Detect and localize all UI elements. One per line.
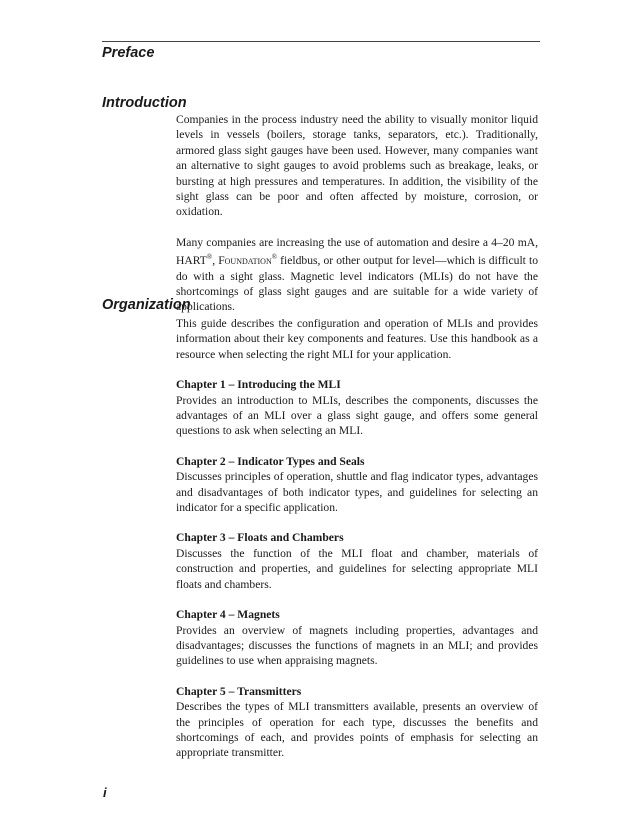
chapter-entry	[176, 377, 538, 439]
chapter-entry	[176, 607, 538, 669]
intro-paragraph-1: Companies in the process industry need the ability to visually monitor liquid levels in vessels (boilers, storage tanks, separators, etc.). Traditionally, armored glass sight gauges have been used. However, many companies want an alternative to sight gauges to avoid problems such as breakage, leaks, or bursting at high pressures and temperatures. In addition, the visibility of the sight glass can be poor and often affected by moisture, corrosion, or oxidation.	[176, 113, 538, 219]
section-heading-organization: Organization	[102, 297, 191, 313]
intro-paragraph-2	[176, 235, 538, 315]
chapter-title: Chapter 3 – Floats and Chambers	[176, 531, 344, 545]
chapter-description: Discusses the function of the MLI float and chamber, materials of construction and properties, and guidelines for selecting appropriate MLI floats and chambers.	[176, 546, 538, 591]
header-rule	[102, 41, 540, 42]
chapter-description: Provides an introduction to MLIs, describes the components, discusses the advantages of an MLI over a glass sight gauge, and offers some general questions to ask when selecting an MLI.	[176, 393, 538, 438]
chapter-entry	[176, 684, 538, 761]
chapter-description: Discusses principles of operation, shuttle and flag indicator types, advantages and disadvantages of both indicator types, and guidelines for selecting an indicator for a specific application.	[176, 470, 538, 515]
registered-mark: ®	[271, 253, 278, 262]
chapter-title: Chapter 2 – Indicator Types and Seals	[176, 454, 365, 468]
intro-p2-part2: ,	[212, 254, 219, 268]
chapter-description: Provides an overview of magnets including properties, advantages and disadvantages; discusses the functions of magnets in an MLI; and provides guidelines to use when appraising magnets.	[176, 623, 538, 668]
chapter-entry	[176, 454, 538, 516]
page-title: Preface	[102, 45, 155, 61]
chapter-entry	[176, 530, 538, 592]
section-heading-introduction: Introduction	[102, 95, 187, 111]
chapter-title: Chapter 4 – Magnets	[176, 608, 280, 622]
chapter-title: Chapter 1 – Introducing the MLI	[176, 378, 341, 392]
organization-intro: This guide describes the configuration and operation of MLIs and provides information about their key components and features. Use this handbook as a resource when selecting the right MLI for your application.	[176, 317, 538, 361]
introduction-body	[176, 112, 538, 315]
page-number: i	[103, 785, 107, 800]
chapter-description: Describes the types of MLI transmitters available, presents an overview of the principles of operation for each type, discusses the benefits and shortcomings of each, and provides points of emphasis for selecting an appropriate transmitter.	[176, 700, 538, 760]
registered-mark: ®	[206, 253, 213, 262]
intro-p2-part3: fieldbus, or other output for level—which is difficult to do with a sight glass. Magnetic level indicators (MLIs) do not have the shortcomings of glass sight gauges and are suitable for a wide variety of applications.	[176, 254, 539, 314]
organization-body	[176, 316, 538, 761]
intro-p2-part1: Many companies are increasing the use of automation and desire a 4–20 mA, HART	[176, 235, 538, 268]
chapter-title: Chapter 5 – Transmitters	[176, 684, 302, 698]
foundation-trademark: Foundation	[218, 254, 272, 268]
